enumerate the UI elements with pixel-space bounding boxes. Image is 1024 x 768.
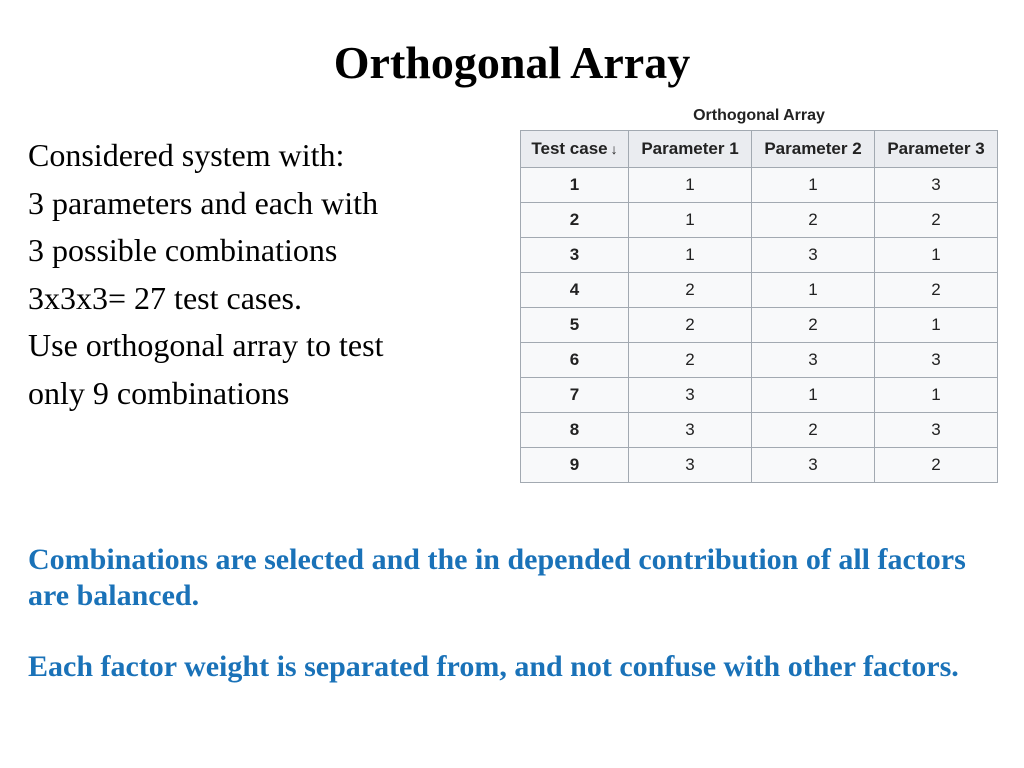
table-row — [521, 238, 998, 273]
parameter-1-cell: 3 — [629, 378, 752, 413]
parameter-1-cell: 2 — [629, 308, 752, 343]
parameter-2-cell: 3 — [752, 238, 875, 273]
test-case-cell: 6 — [521, 343, 629, 378]
table-header-row — [521, 131, 998, 168]
body-line: Considered system with: — [28, 137, 345, 173]
test-case-cell: 8 — [521, 413, 629, 448]
table-row — [521, 168, 998, 203]
body-line: 3x3x3= 27 test cases. — [28, 279, 302, 316]
sort-down-arrow-icon[interactable]: ↓ — [610, 141, 618, 157]
parameter-3-cell: 2 — [875, 203, 998, 238]
table-row — [521, 308, 998, 343]
parameter-2-cell: 3 — [752, 343, 875, 378]
column-header-label: Test case — [531, 139, 608, 158]
parameter-2-cell: 1 — [752, 378, 875, 413]
parameter-2-cell: 1 — [752, 273, 875, 308]
parameter-1-cell: 2 — [629, 273, 752, 308]
note-balanced-combinations: Combinations are selected and the in depended contribution of all factors are balanced. — [28, 543, 966, 612]
table-row — [521, 273, 998, 308]
body-line: Use orthogonal array to test — [28, 327, 384, 363]
parameter-1-cell: 3 — [629, 448, 752, 483]
orthogonal-array-table — [520, 130, 998, 483]
parameter-3-cell: 3 — [875, 168, 998, 203]
column-header-parameter-1[interactable]: Parameter 1 — [629, 131, 752, 168]
table-row — [521, 448, 998, 483]
column-header-parameter-2[interactable]: Parameter 2 — [752, 131, 875, 168]
test-case-cell: 2 — [521, 203, 629, 238]
parameter-2-cell: 2 — [752, 413, 875, 448]
parameter-2-cell: 1 — [752, 168, 875, 203]
parameter-3-cell: 3 — [875, 343, 998, 378]
parameter-1-cell: 1 — [629, 238, 752, 273]
test-case-cell: 4 — [521, 273, 629, 308]
table-row — [521, 413, 998, 448]
parameter-1-cell: 3 — [629, 413, 752, 448]
parameter-3-cell: 3 — [875, 413, 998, 448]
orthogonal-array-table-container — [520, 106, 998, 483]
test-case-cell: 7 — [521, 378, 629, 413]
test-case-cell: 5 — [521, 308, 629, 343]
body-line: only 9 combinations — [28, 374, 290, 411]
parameter-2-cell: 3 — [752, 448, 875, 483]
test-case-cell: 3 — [521, 238, 629, 273]
parameter-3-cell: 1 — [875, 238, 998, 273]
table-row — [521, 343, 998, 378]
parameter-3-cell: 2 — [875, 448, 998, 483]
parameter-1-cell: 1 — [629, 203, 752, 238]
parameter-1-cell: 1 — [629, 168, 752, 203]
parameter-3-cell: 1 — [875, 308, 998, 343]
test-case-cell: 1 — [521, 168, 629, 203]
parameter-2-cell: 2 — [752, 308, 875, 343]
slide-title: Orthogonal Array — [333, 37, 691, 88]
column-header-parameter-3[interactable]: Parameter 3 — [875, 131, 998, 168]
table-row — [521, 203, 998, 238]
note-factor-weight: Each factor weight is separated from, and not confuse with other factors. — [28, 650, 959, 683]
table-caption: Orthogonal Array — [693, 107, 825, 124]
body-text — [28, 132, 498, 417]
parameter-2-cell: 2 — [752, 203, 875, 238]
body-line: 3 parameters and each with — [28, 184, 379, 221]
parameter-3-cell: 2 — [875, 273, 998, 308]
parameter-3-cell: 1 — [875, 378, 998, 413]
table-row — [521, 378, 998, 413]
parameter-1-cell: 2 — [629, 343, 752, 378]
body-line: 3 possible combinations — [28, 232, 338, 268]
test-case-cell: 9 — [521, 448, 629, 483]
column-header-test-case[interactable] — [521, 131, 629, 168]
